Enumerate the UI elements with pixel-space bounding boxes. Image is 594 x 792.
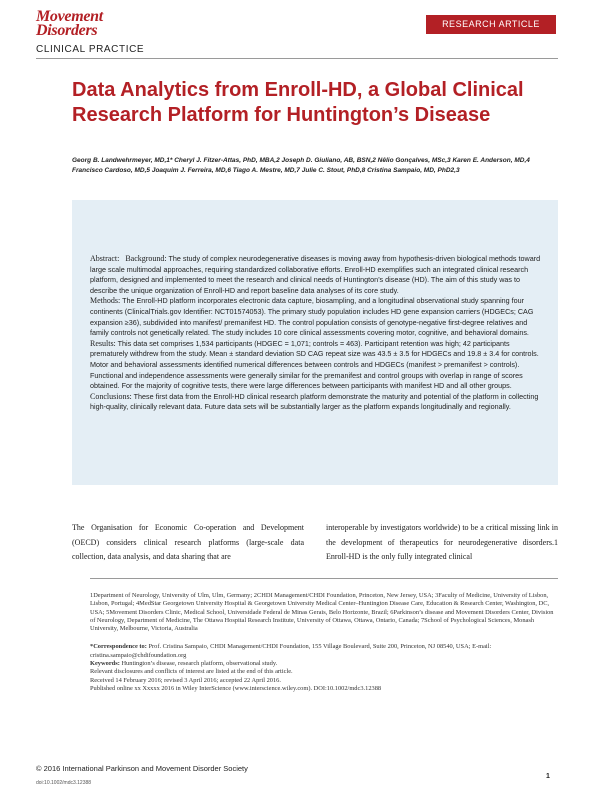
body-column-left: The Organisation for Economic Co-operation and Development (OECD) considers clinical research platforms (large-scale data collection, data analysis, and data sharing that are — [72, 523, 304, 561]
author-list: Georg B. Landwehrmeyer, MD,1* Cheryl J. Fitzer-Attas, PhD, MBA,2 Joseph D. Giuliano, AB, BSN,2 Nêlio Gonçalves, MSc,3 Karen E. Anderson, MD,4 Francisco Cardoso, MD,5 Joaquim J. Ferreira, MD,6 Tiago A. Mestre, MD,7 Julie C. Stout, PhD,8 Cristina Sampaio, MD, PhD2,3 — [72, 157, 530, 174]
results-text: This data set comprises 1,534 participants (HDGEC = 1,071; controls = 463). Participant retention was high; 42 participants prematurely withdrew from the study. Mean ± standard deviation SD CAG repeat size was 43.5 ± 3.5 for HDGECs and 19.8 ± 3.4 for controls. Motor and behavioral assessments identified numerical differences between controls and HDGECs (manifest > premanifest > controls). Functional and independence assessments were generally similar for the premanifest and control groups with overlap in range of scores obtained. For the majority of cognitive tests, there were large differences between participants with manifest HD and all other groups. — [90, 338, 539, 391]
article-title: Data Analytics from Enroll-HD, a Global Clinical Research Platform for Huntington’s Disease — [72, 79, 524, 126]
body-column-right: interoperable by investigators worldwide) to be a critical missing link in the development of therapeutics for neurodegenerative disorders.1 Enroll-HD is the only fully integrated clinical — [326, 523, 558, 561]
published-info: Published online xx Xxxxx 2016 in Wiley InterScience (www.interscience.wiley.com). DOI:10.1002/mdc3.12388 — [90, 684, 382, 692]
keywords-label: Keywords: — [90, 660, 120, 668]
abstract-label: Abstract: — [90, 254, 120, 263]
correspondence-text: Prof. Cristina Sampaio, CHDI Management/CHDI Foundation, 155 Village Boulevard, Suite 200, Princeton, NJ 08540, USA; E-mail: cristina.sampaio@chdifoundation.org — [90, 643, 492, 659]
conclusions-text: These first data from the Enroll-HD clinical research platform demonstrate the maturity and potential of the platform in collecting high-quality, clinically relevant data. Future data sets will be substantially larger as the platform expands longitudinally and regionally. — [90, 391, 539, 412]
results-label: Results: — [90, 338, 116, 348]
correspondence — [90, 643, 558, 660]
journal-logo-line2: Disorders — [36, 22, 98, 39]
article-type-badge: RESEARCH ARTICLE — [426, 15, 556, 34]
keywords — [90, 660, 558, 668]
background-text: The study of complex neurodegenerative diseases is moving away from hypothesis-driven biological methods toward large scale multimodal approaches, requiring standardized collaborative efforts. Enroll-HD exemplifies such an integrated clinical research platform, designed and implemented to meet the research and clinical needs of Huntington’s disease (HD). The aim of this study was to describe the unique organization of Enroll-HD and report baseline data analyses of its core study. — [90, 254, 541, 295]
journal-logo-line1: Movement — [36, 8, 103, 25]
disclosures: Relevant disclosures and conflicts of interest are listed at the end of this article. — [90, 668, 293, 676]
methods-text: The Enroll-HD platform incorporates electronic data capture, biosampling, and a longitudinal observational study spanning four continents (ClinicalTrials.gov Identifier: NCT01574053). The primary study population includes HD gene expansion carriers (HDGECs; CAG expansion ≥36), subdivided into manifest/ premanifest HD. The control population consists of genotype-negative first-degree relatives and family controls not genetically related. The study includes 10 core clinical assessments covering motor, cognitive, and behavioral domains. — [90, 296, 534, 338]
keywords-text: Huntington’s disease, research platform, observational study. — [121, 660, 278, 668]
received-dates: Received 14 February 2016; revised 3 April 2016; accepted 22 April 2016. — [90, 676, 281, 684]
correspondence-label: *Correspondence to: — [90, 643, 147, 651]
abstract-results — [90, 339, 548, 392]
affiliations: 1Department of Neurology, University of Ulm, Ulm, Germany; 2CHDI Management/CHDI Foundation, Princeton, New Jersey, USA; 3Faculty of Medicine, University of Lisbon, Lisbon, Portugal; 4MedStar Georgetown University Hospital & Georgetown University Medical Center–Huntington Disease Care, Education & Research Center, Washington, DC, USA; 5Movement Disorders Clinic, Medical School, Universidade Federal de Minas Gerais, Belo Horizonte, Brazil; 6Parkinson’s disease and Movement Disorders Center, Division of Neurology, Department of Medicine, The Ottawa Hospital Research Institute, University of Ottawa, Ottawa, Ontario, Canada; 7School of Psychological Sciences, Monash University, Melbourne, Victoria, Australia — [90, 592, 554, 633]
abstract-methods — [90, 296, 548, 338]
footnote-divider — [90, 578, 558, 579]
abstract-background — [90, 254, 548, 296]
copyright-notice: © 2016 International Parkinson and Movement Disorder Society — [36, 764, 248, 773]
abstract-text — [90, 254, 548, 479]
journal-logo — [36, 10, 126, 38]
header-divider — [36, 58, 558, 59]
conclusions-label: Conclusions: — [90, 391, 132, 401]
methods-label: Methods: — [90, 296, 121, 306]
abstract-conclusions — [90, 392, 548, 413]
footnotes — [90, 592, 558, 693]
section-label: CLINICAL PRACTICE — [36, 44, 145, 55]
doi-footer: doi:10.1002/mdc3.12388 — [36, 780, 92, 786]
background-label: Background: — [125, 254, 167, 263]
page-number: 1 — [546, 773, 550, 780]
